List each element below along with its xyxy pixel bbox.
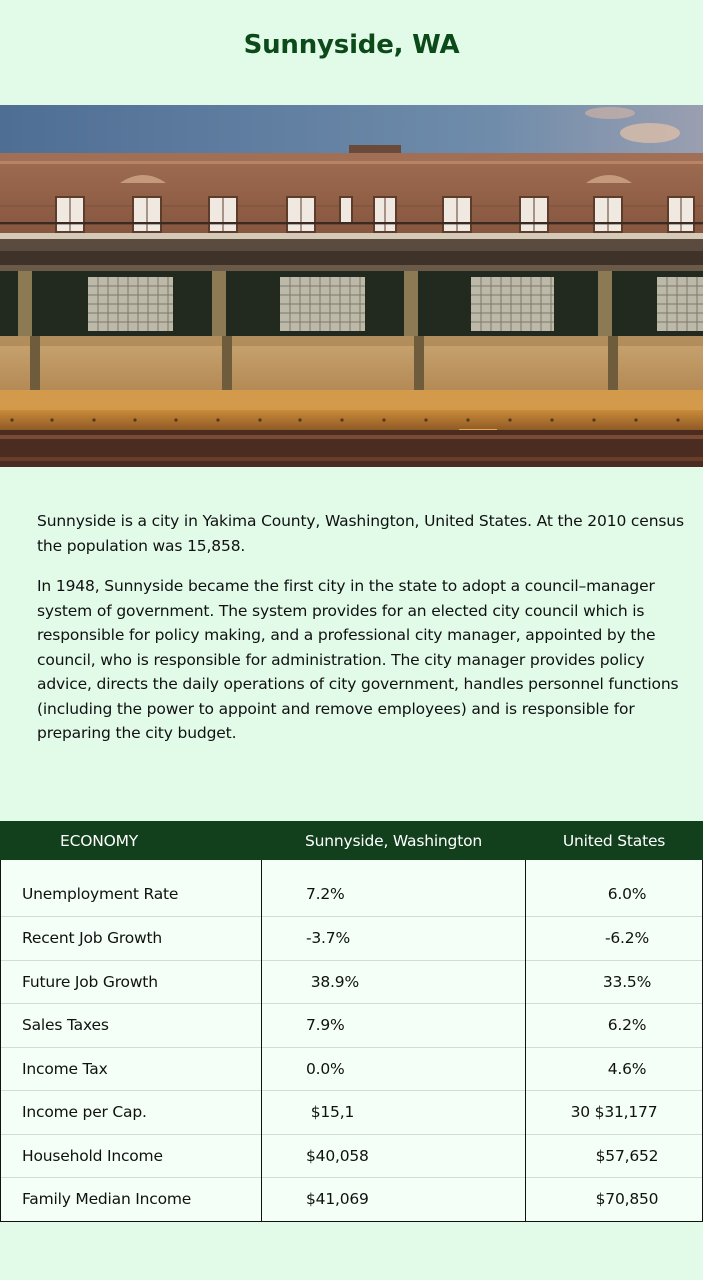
us-value: $57,652 [526,1134,703,1178]
sunnyside-value: 7.9% [262,1004,526,1048]
table-row [1,1091,703,1135]
sunnyside-value: 7.2% [262,860,526,917]
row-label: Income Tax [1,1047,262,1091]
table-row [1,1134,703,1178]
table-row [1,860,703,917]
sunnyside-value: $41,069 [262,1178,526,1222]
table-row [1,1004,703,1048]
us-value: 6.2% [526,1004,703,1048]
row-label: Unemployment Rate [1,860,262,917]
row-label: Sales Taxes [1,1004,262,1048]
us-value: $70,850 [526,1178,703,1222]
header-united-states: United States [526,822,703,860]
government-paragraph: In 1948, Sunnyside became the first city in the state to adopt a council–manager system of government. The system provides for an elected city council which is responsible for policy making, and a professional city manager, appointed by the council, who is responsible for administration. The city manager provides policy advice, directs the daily operations of city government, handles personnel functions (including the power to appoint and remove employees) and is responsible for preparing the city budget. [37,577,679,742]
us-value: 33.5% [526,960,703,1004]
us-value: 6.0% [526,860,703,917]
sunnyside-value: 38.9% [262,960,526,1004]
row-label: Household Income [1,1134,262,1178]
article-body [37,509,692,762]
table-row [1,1178,703,1222]
table-row [1,1047,703,1091]
header-economy: ECONOMY [1,822,262,860]
us-value: 4.6% [526,1047,703,1091]
row-label: Recent Job Growth [1,917,262,961]
sunnyside-value: $15,1 [262,1091,526,1135]
intro-paragraph: Sunnyside is a city in Yakima County, Washington, United States. At the 2010 census the population was 15,858. [37,512,684,555]
table-row [1,917,703,961]
table-header-row [1,822,703,860]
sunnyside-value: 0.0% [262,1047,526,1091]
row-label: Future Job Growth [1,960,262,1004]
sunnyside-value: $40,058 [262,1134,526,1178]
sunnyside-value: -3.7% [262,917,526,961]
economy-table [0,821,703,1222]
us-value: 30 $31,177 [526,1091,703,1135]
hero-photo [0,105,703,467]
row-label: Family Median Income [1,1178,262,1222]
us-value: -6.2% [526,917,703,961]
row-label: Income per Cap. [1,1091,262,1135]
table-row [1,960,703,1004]
page-title: Sunnyside, WA [243,30,460,60]
header-sunnyside: Sunnyside, Washington [262,822,526,860]
